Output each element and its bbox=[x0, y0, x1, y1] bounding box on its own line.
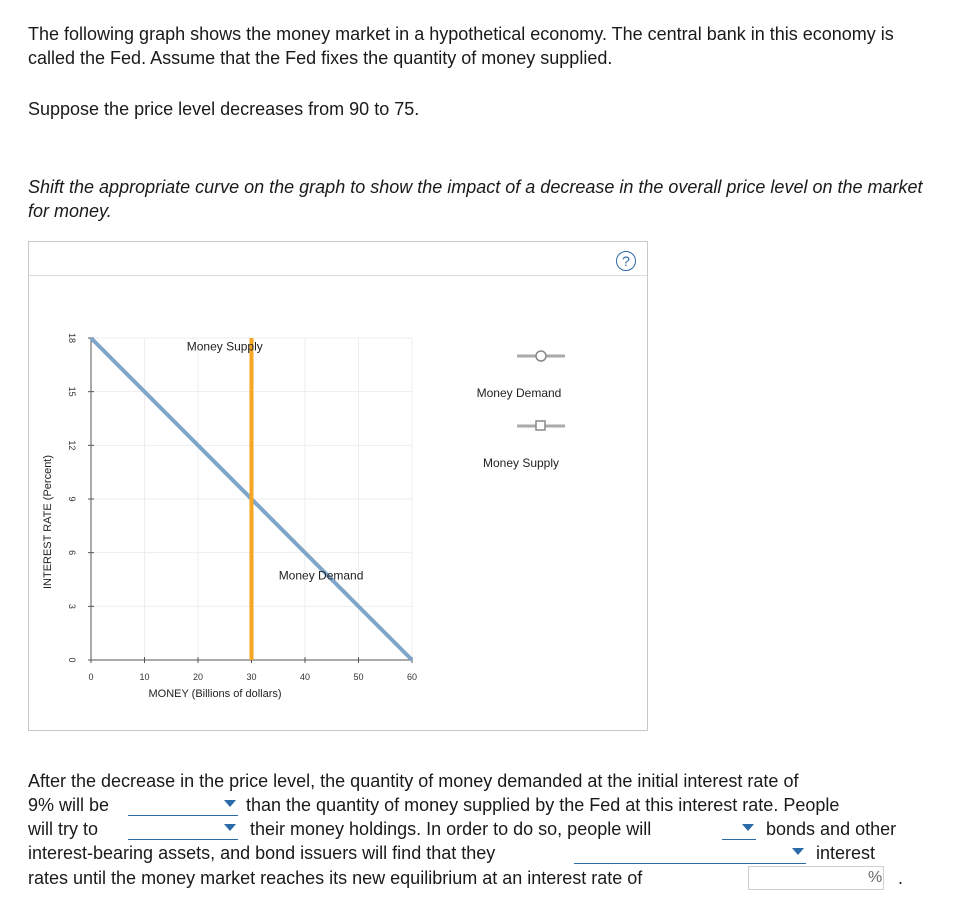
axes bbox=[42, 333, 417, 700]
question-line-4-end: interest bbox=[816, 843, 876, 863]
chevron-down-icon bbox=[742, 824, 754, 831]
y-tick-label: 18 bbox=[67, 332, 77, 344]
x-tick-label: 50 bbox=[353, 672, 364, 682]
interest-rate-direction-dropdown[interactable] bbox=[574, 841, 806, 864]
money-demand-curve-label: Money Demand bbox=[278, 568, 364, 583]
x-tick-label: 30 bbox=[246, 672, 257, 682]
legend-supply-marker-icon[interactable] bbox=[536, 421, 545, 430]
y-tick-label: 9 bbox=[67, 496, 77, 502]
y-tick-label: 12 bbox=[67, 440, 77, 451]
question-line-3-end: bonds and other bbox=[766, 819, 897, 839]
question-line-5-start: rates until the money market reaches its new equilibrium at an interest rate of bbox=[28, 868, 643, 888]
graph-panel bbox=[28, 241, 648, 731]
x-tick-label: 10 bbox=[139, 672, 150, 682]
money-supply-curve-label: Money Supply bbox=[186, 339, 263, 354]
legend-demand-label: Money Demand bbox=[476, 386, 562, 400]
chevron-down-icon bbox=[224, 824, 236, 831]
x-tick-label: 0 bbox=[88, 672, 94, 682]
intro-text: The following graph shows the money market in a hypothetical economy. The central bank in this economy is called the Fed. Assume that the Fed fixes the quantity of money supplied. bbox=[28, 24, 894, 68]
new-interest-rate-input[interactable] bbox=[748, 866, 884, 890]
holdings-action-dropdown[interactable] bbox=[128, 817, 238, 840]
legend-supply-label: Money Supply bbox=[482, 456, 560, 470]
question-line-3-middle: their money holdings. In order to do so, people will bbox=[250, 819, 652, 839]
chevron-down-icon bbox=[792, 848, 804, 855]
money-market-chart bbox=[29, 242, 647, 730]
question-line-2-end: than the quantity of money supplied by the Fed at this interest rate. People bbox=[246, 795, 840, 815]
bonds-action-dropdown[interactable] bbox=[722, 817, 756, 840]
price-change-text: Suppose the price level decreases from 90 to 75. bbox=[28, 99, 420, 119]
question-line-2-start: 9% will be bbox=[28, 795, 110, 815]
chevron-down-icon bbox=[224, 800, 236, 807]
comparison-dropdown[interactable] bbox=[128, 793, 238, 816]
question-line-4-start: interest-bearing assets, and bond issuers will find that they bbox=[28, 843, 496, 863]
y-axis-label: INTEREST RATE (Percent) bbox=[42, 454, 54, 590]
percent-sign: % bbox=[868, 869, 883, 886]
y-tick-label: 3 bbox=[67, 603, 77, 609]
question-line-1: After the decrease in the price level, the quantity of money demanded at the initial interest rate of bbox=[28, 771, 799, 791]
legend-demand-marker-icon[interactable] bbox=[536, 351, 546, 361]
legend bbox=[477, 351, 565, 470]
x-tick-label: 20 bbox=[192, 672, 204, 682]
help-icon[interactable]: ? bbox=[616, 251, 636, 271]
y-tick-label: 15 bbox=[67, 386, 77, 397]
instruction-text: Shift the appropriate curve on the graph to show the impact of a decrease in the overall price level on the market for money. bbox=[28, 177, 923, 221]
question-line-3-start: will try to bbox=[28, 819, 99, 839]
x-tick-label: 40 bbox=[299, 672, 311, 682]
x-axis-label: MONEY (Billions of dollars) bbox=[148, 688, 282, 700]
period: . bbox=[898, 868, 904, 888]
y-tick-label: 6 bbox=[67, 550, 77, 556]
x-tick-label: 60 bbox=[406, 672, 418, 682]
y-tick-label: 0 bbox=[67, 657, 77, 663]
